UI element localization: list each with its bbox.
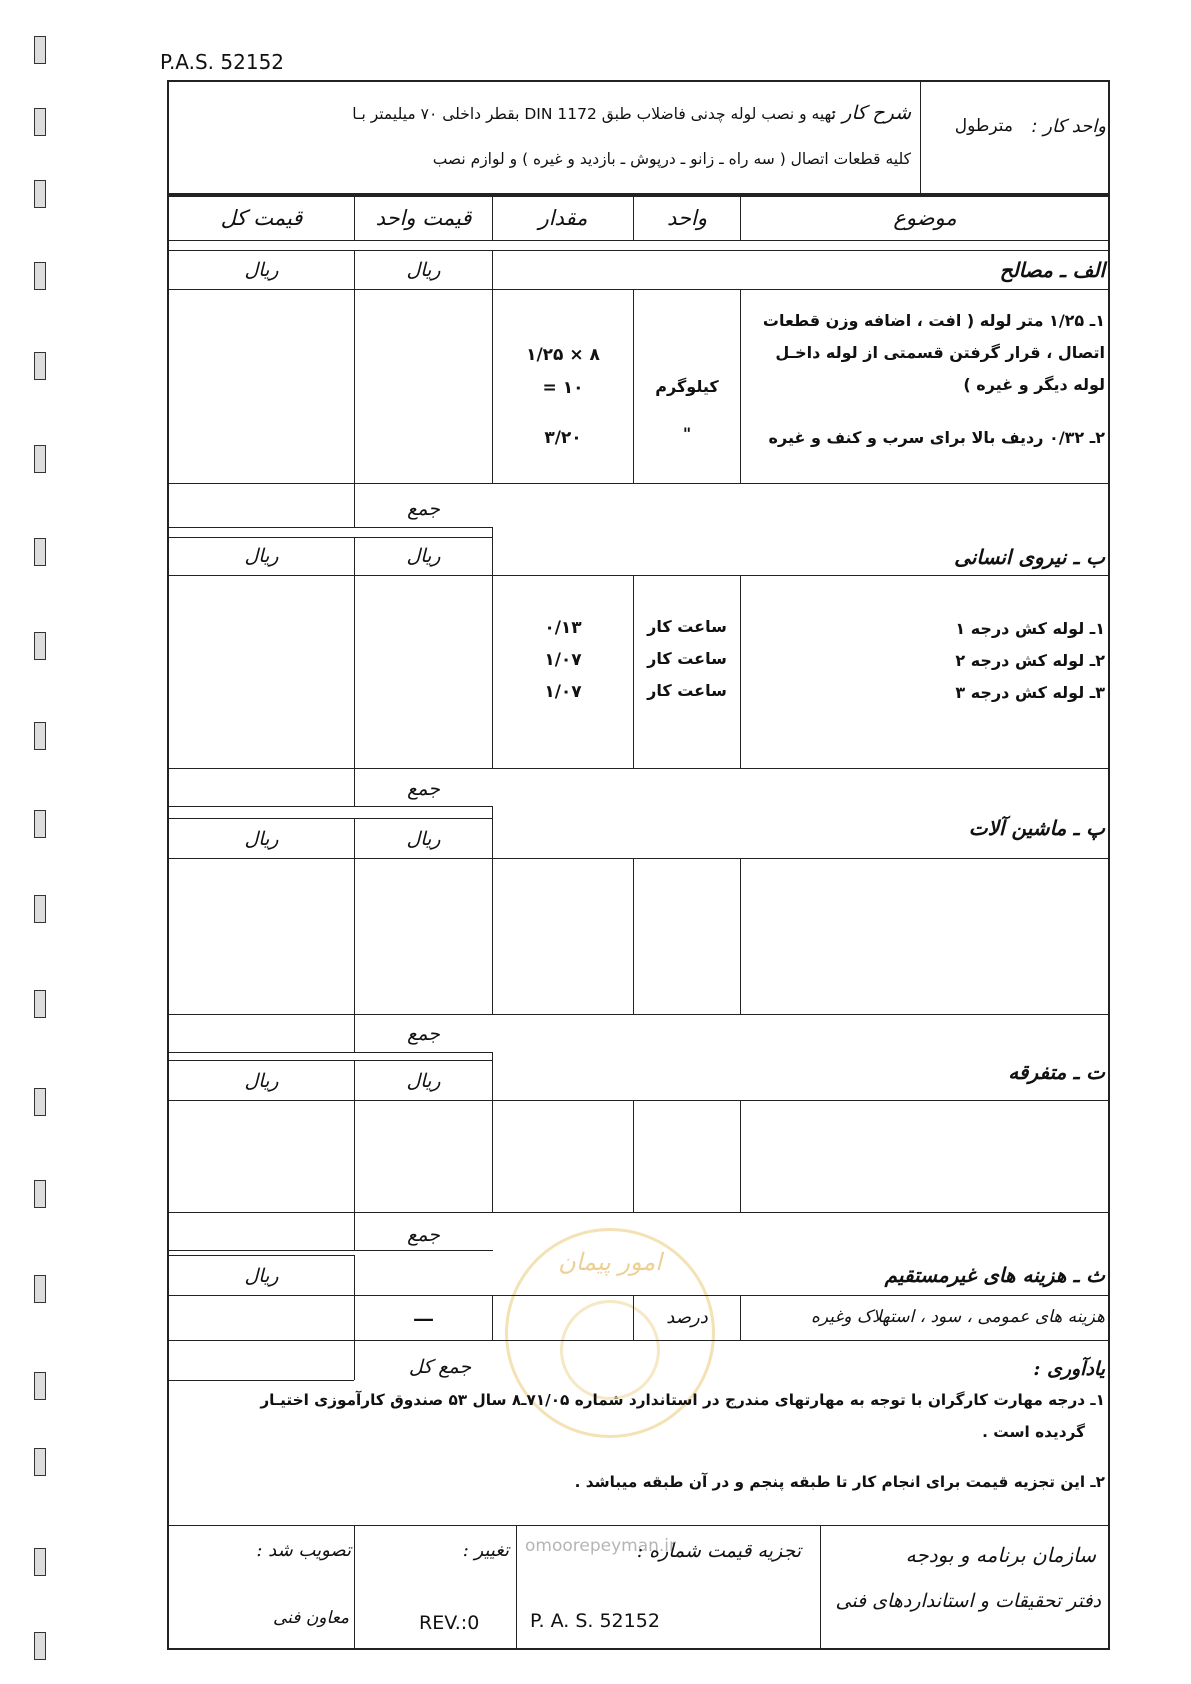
binder-hole	[34, 1275, 46, 1303]
indirect-row-unit: درصد	[666, 1307, 708, 1328]
grand-total-label: جمع کل	[408, 1356, 472, 1378]
col-header-subject: موضوع	[893, 206, 957, 230]
watermark-site: omoorepeyman.ir	[525, 1536, 677, 1556]
binder-hole	[34, 895, 46, 923]
labor-item-desc: ۱ـ لوله کش درجه ۱	[955, 619, 1105, 638]
description-line-2: کلیه قطعات اتصال ( سه راه ـ زانو ـ درپوش ـ بازدید و غیره ) و لوازم نصب	[432, 150, 911, 168]
binder-hole	[34, 262, 46, 290]
currency-label: ریال	[406, 259, 441, 281]
labor-item-qty: ۰/۱۳	[544, 618, 582, 638]
labor-item-qty: ۱/۰۷	[544, 682, 582, 702]
labor-item-desc: ۲ـ لوله کش درجه ۲	[955, 651, 1105, 670]
labor-item-unit: ساعت کار	[647, 617, 727, 636]
currency-label: ریال	[406, 828, 441, 850]
currency-label: ریال	[406, 545, 441, 567]
materials-line-1: ۱ـ ۱/۲۵ متر لوله ( افت ، اضافه وزن قطعات	[762, 311, 1105, 330]
binder-hole	[34, 1088, 46, 1116]
doc-code-top: P.A.S. 52152	[160, 50, 285, 74]
indirect-row-price: ـــ	[414, 1305, 433, 1326]
labor-item-desc: ۳ـ لوله کش درجه ۳	[955, 683, 1105, 702]
binder-hole	[34, 632, 46, 660]
materials-unit-1: کیلوگرم	[655, 377, 719, 396]
sum-label-misc: جمع	[407, 1224, 440, 1246]
note-2: ۲ـ این تجزیه قیمت برای انجام کار تا طبقه پنجم و در آن طبقه میباشد .	[574, 1473, 1105, 1491]
sum-label-materials: جمع	[407, 498, 440, 520]
section-materials-title: الف ـ مصالح	[999, 258, 1105, 282]
currency-label: ریال	[244, 545, 279, 567]
org-name-line-2: دفتر تحقیقات و استانداردهای فنی	[835, 1590, 1101, 1612]
change-label: تغییر :	[462, 1540, 509, 1561]
materials-line-4: ۲ـ ۰/۳۲ ردیف بالا برای سرب و کنف و غیره	[768, 428, 1105, 447]
header-frame	[167, 80, 1110, 195]
binder-hole	[34, 1448, 46, 1476]
binder-hole	[34, 810, 46, 838]
col-header-total-price: قیمت کل	[220, 206, 303, 230]
currency-label: ریال	[244, 259, 279, 281]
materials-line-3: لوله دیگر و غیره )	[963, 375, 1105, 394]
binder-hole	[34, 1632, 46, 1660]
col-header-unit: واحد	[667, 206, 707, 230]
materials-qty-2: = ۱۰	[542, 378, 584, 398]
binder-hole	[34, 1180, 46, 1208]
sum-label-machinery: جمع	[407, 1023, 440, 1045]
labor-item-unit: ساعت کار	[647, 681, 727, 700]
binder-hole	[34, 445, 46, 473]
main-table-frame	[167, 195, 1110, 1650]
description-line-1: تهیه و نصب لوله چدنی فاضلاب طبق DIN 1172 بقطر داخلی ۷۰ میلیمتر بـا	[352, 105, 836, 123]
notes-title: یادآوری :	[1033, 1358, 1105, 1380]
section-indirect-title: ث ـ هزینه های غیرمستقیم	[884, 1263, 1105, 1287]
currency-label: ریال	[244, 1070, 279, 1092]
watermark-title: امور پیمان	[558, 1248, 662, 1276]
description-label: شرح کار :	[829, 102, 911, 124]
note-1-line-2: گردیده است .	[982, 1423, 1085, 1441]
sum-label-labor: جمع	[407, 778, 440, 800]
unit-value: مترطول	[954, 116, 1013, 136]
binder-hole	[34, 352, 46, 380]
org-name-line-1: سازمان برنامه و بودجه	[905, 1543, 1096, 1567]
binder-hole	[34, 180, 46, 208]
binder-hole	[34, 108, 46, 136]
binder-hole	[34, 36, 46, 64]
col-header-unit-price: قیمت واحد	[375, 206, 472, 230]
note-1-line-1: ۱ـ درجه مهارت کارگران با توجه به مهارتهای مندرج در استاندارد شماره ۷۱/۰۵ـ۸ سال ۵۳ صندوق کارآموزی اختیـار	[260, 1391, 1105, 1409]
labor-item-unit: ساعت کار	[647, 649, 727, 668]
currency-label: ریال	[244, 828, 279, 850]
unit-label: واحد کار :	[1031, 116, 1106, 137]
materials-unit-2: "	[682, 424, 692, 443]
section-misc-title: ت ـ متفرقه	[1008, 1060, 1105, 1084]
approved-label: تصویب شد :	[256, 1540, 351, 1561]
approver-title: معاون فنی	[272, 1608, 349, 1628]
labor-item-qty: ۱/۰۷	[544, 650, 582, 670]
indirect-row-desc: هزینه های عمومی ، سود ، استهلاک وغیره	[810, 1307, 1105, 1327]
binder-hole	[34, 990, 46, 1018]
analysis-number-label: تجزیه قیمت شماره :	[636, 1540, 801, 1562]
section-labor-title: ب ـ نیروی انسانی	[954, 545, 1105, 569]
binder-hole	[34, 1548, 46, 1576]
materials-line-2: اتصال ، قرار گرفتن قسمتی از لوله داخـل	[775, 343, 1105, 362]
analysis-code: P. A. S. 52152	[530, 1610, 660, 1632]
binder-hole	[34, 538, 46, 566]
materials-qty-1: ۱/۲۵ × ۸	[526, 345, 600, 365]
revision: REV.:0	[419, 1612, 480, 1634]
binder-hole	[34, 722, 46, 750]
currency-label: ریال	[244, 1265, 279, 1287]
materials-qty-3: ۳/۲۰	[544, 428, 582, 448]
currency-label: ریال	[406, 1070, 441, 1092]
binder-hole	[34, 1372, 46, 1400]
section-machinery-title: پ ـ ماشین آلات	[968, 816, 1105, 840]
col-header-quantity: مقدار	[538, 206, 588, 230]
